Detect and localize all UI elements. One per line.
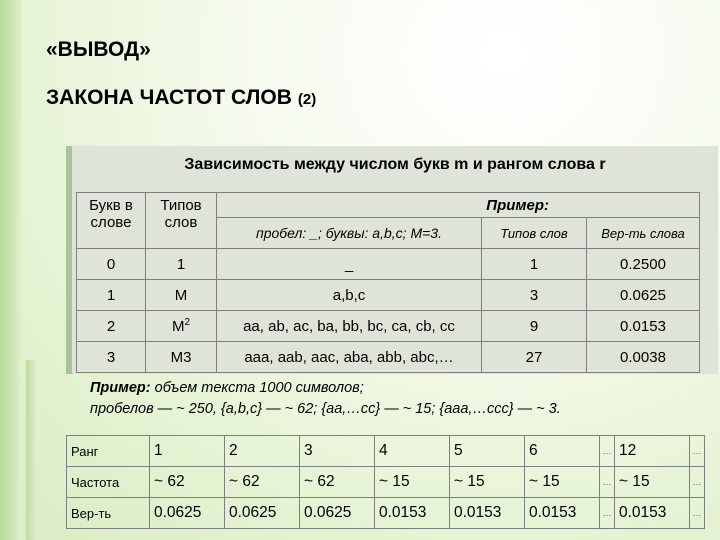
table-row <box>77 311 700 342</box>
slide-title-line2 <box>46 86 316 110</box>
rank-label: Ранг <box>67 436 150 467</box>
types-cell: 1 <box>146 249 217 280</box>
letters-cell: 0 <box>77 249 146 280</box>
letters-cell: 2 <box>77 311 146 342</box>
prob-cell: 0.0153 <box>587 311 700 342</box>
table-row <box>77 249 700 280</box>
frequency-cell: ~ 15 <box>375 467 450 498</box>
letters-cell: 3 <box>77 342 146 373</box>
probability-cell: 0.0153 <box>615 498 690 529</box>
note-line1: объем текста 1000 символов; <box>150 380 364 396</box>
ellipsis: … <box>690 436 705 467</box>
example-cell: aaa, aab, aac, aba, abb, abc,… <box>217 342 482 373</box>
prob-cell: 0.0038 <box>587 342 700 373</box>
probability-cell: 0.0625 <box>225 498 300 529</box>
panel-title: Зависимость между числом букв m и рангом слова r <box>184 156 606 173</box>
count-cell: 3 <box>482 280 587 311</box>
sub-prob-header <box>587 218 700 249</box>
example-note <box>90 378 710 420</box>
rank-cell: 1 <box>150 436 225 467</box>
probability-label: Вер-ть <box>67 498 150 529</box>
sub-prob-label: Вер-ть слова <box>601 225 685 241</box>
frequency-cell: ~ 15 <box>450 467 525 498</box>
probability-row <box>67 498 705 529</box>
rank-frequency-table <box>66 435 705 529</box>
rank-cell: 5 <box>450 436 525 467</box>
letters-cell: 1 <box>77 280 146 311</box>
example-label: Пример: <box>486 196 549 214</box>
example-cell: _ <box>217 249 482 280</box>
types-exponent: 2 <box>184 317 191 328</box>
example-cell: aa, ab, ac, ba, bb, bc, ca, cb, cc <box>217 311 482 342</box>
types-cell: M3 <box>146 342 217 373</box>
probability-cell: 0.0625 <box>300 498 375 529</box>
rank-cell: 3 <box>300 436 375 467</box>
col-types-header: Типов слов <box>146 193 217 249</box>
table-row <box>77 342 700 373</box>
left-decor-bar-lower <box>26 360 36 540</box>
frequency-label: Частота <box>67 467 150 498</box>
frequency-row <box>67 467 705 498</box>
example-desc: пробел: _; буквы: a,b,c; M=3. <box>256 224 442 241</box>
frequency-cell: ~ 62 <box>150 467 225 498</box>
rank-cell: 4 <box>375 436 450 467</box>
rank-cell: 12 <box>615 436 690 467</box>
frequency-cell: ~ 62 <box>300 467 375 498</box>
letters-rank-table <box>76 192 700 373</box>
count-cell: 9 <box>482 311 587 342</box>
ellipsis: … <box>600 467 615 498</box>
probability-cell: 0.0153 <box>450 498 525 529</box>
probability-cell: 0.0153 <box>525 498 600 529</box>
sub-types-header <box>482 218 587 249</box>
rank-row <box>67 436 705 467</box>
slide-title-text: ЗАКОНА ЧАСТОТ СЛОВ <box>46 86 292 109</box>
slide-title-suffix: (2) <box>297 91 317 108</box>
ellipsis: … <box>600 436 615 467</box>
types-cell: M <box>146 280 217 311</box>
note-line2: пробелов — ~ 250, {a,b,c} — ~ 62; {aa,…cc} — ~ 15; {aaa,…ccc} — ~ 3. <box>90 401 561 417</box>
sub-types-label: Типов слов <box>500 225 568 241</box>
ellipsis: … <box>600 498 615 529</box>
rank-cell: 2 <box>225 436 300 467</box>
count-cell: 27 <box>482 342 587 373</box>
frequency-cell: ~ 15 <box>525 467 600 498</box>
example-cell: a,b,c <box>217 280 482 311</box>
frequency-cell: ~ 62 <box>225 467 300 498</box>
slide-title-line1: «ВЫВОД» <box>46 38 151 61</box>
example-header <box>217 193 700 218</box>
left-decor-bar <box>0 0 22 540</box>
note-label: Пример: <box>90 380 151 396</box>
example-desc-cell <box>217 218 482 249</box>
probability-cell: 0.0625 <box>150 498 225 529</box>
ellipsis: … <box>690 467 705 498</box>
types-base: M <box>171 318 185 335</box>
prob-cell: 0.2500 <box>587 249 700 280</box>
count-cell: 1 <box>482 249 587 280</box>
col-letters-header: Букв в слове <box>77 193 146 249</box>
prob-cell: 0.0625 <box>587 280 700 311</box>
rank-cell: 6 <box>525 436 600 467</box>
probability-cell: 0.0153 <box>375 498 450 529</box>
frequency-cell: ~ 15 <box>615 467 690 498</box>
ellipsis: … <box>690 498 705 529</box>
table-row <box>77 280 700 311</box>
types-cell <box>146 311 217 342</box>
